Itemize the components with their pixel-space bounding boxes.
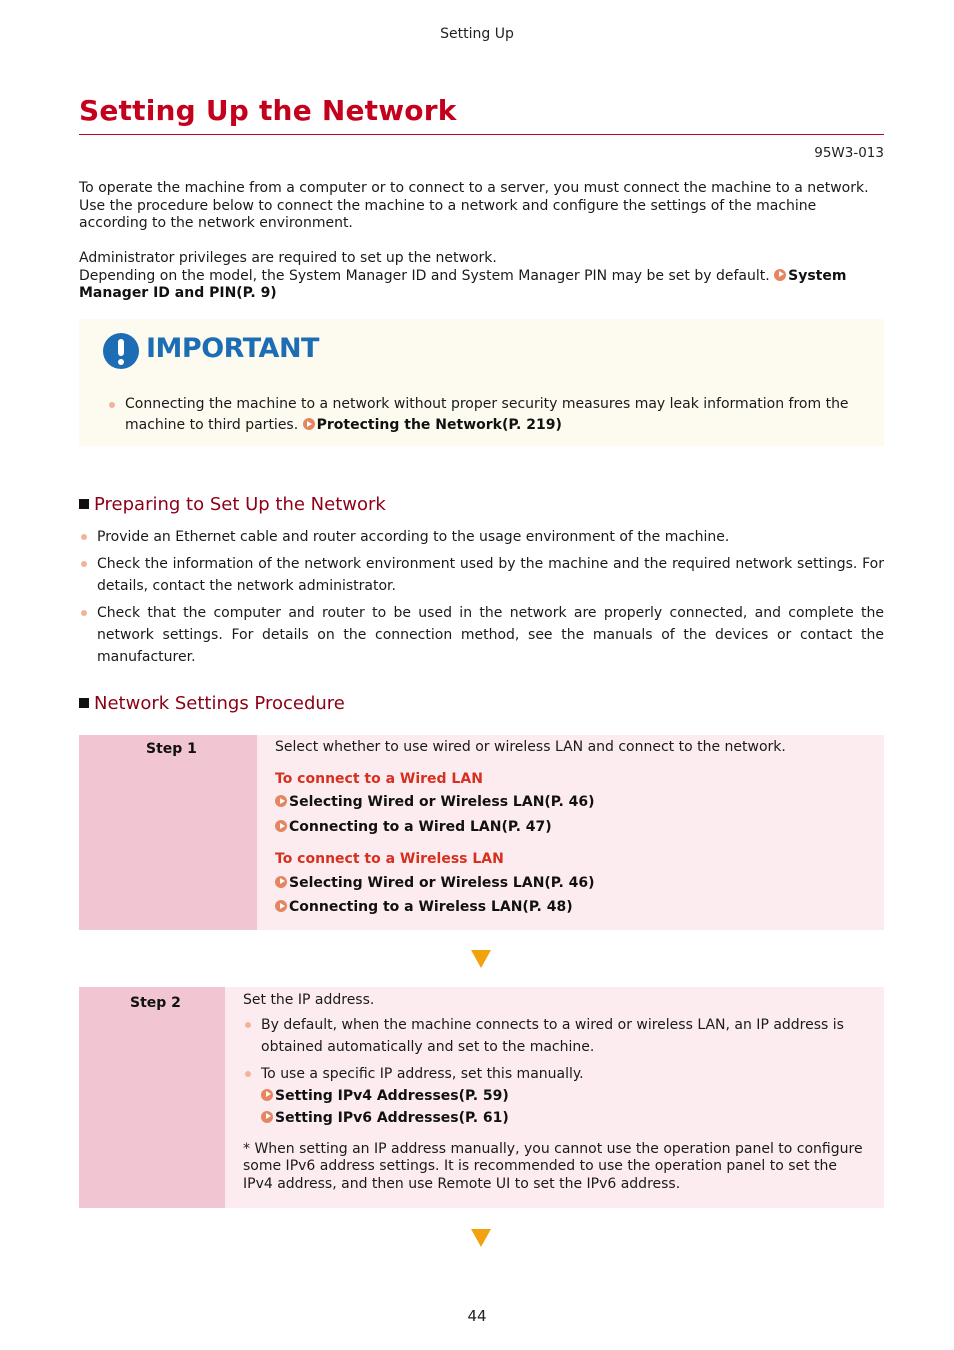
square-bullet-icon [79,499,89,509]
wired-link-connect[interactable]: Connecting to a Wired LAN(P. 47) [275,819,865,837]
step-2-label: Step 2 [130,995,181,1011]
list-item: Check that the computer and router to be used in the network are properly connected, and complete the network settings. For details on the connection method, see the manuals of the devices or contact the manufacturer. [79,602,884,668]
step-1-text: Select whether to use wired or wireless LAN and connect to the network. [275,739,786,755]
step-2-label-column [79,987,225,1208]
list-item [107,394,857,436]
important-list [107,394,857,436]
step-1-label-column [79,735,257,930]
important-text: Connecting the machine to a network without proper security measures may leak information from the machine to third parties. [125,396,849,433]
important-box [79,319,884,446]
step-1-body [275,739,865,917]
list-item: Provide an Ethernet cable and router according to the usage environment of the machine. [79,526,884,548]
step-arrow-down-icon [471,950,491,968]
wireless-link-connect[interactable]: Connecting to a Wireless LAN(P. 48) [275,899,865,917]
link-arrow-icon [261,1111,273,1123]
step-2-note: * When setting an IP address manually, you cannot use the operation panel to configure some IPv6 address settings. It is recommended to use the operation panel to set the IPv4 address, and then use Remote UI to set the IPv6 address. [243,1140,863,1193]
square-bullet-icon [79,698,89,708]
link-arrow-icon [774,269,786,281]
ipv4-link[interactable]: Setting IPv4 Addresses(P. 59) [261,1085,876,1107]
title-divider [79,134,884,135]
intro-paragraph [79,180,885,233]
document-id: 95W3-013 [814,145,884,161]
step-2-list [243,1014,876,1129]
step-2-body [243,992,876,1194]
step-1-block [79,735,884,930]
step-2-block [79,987,884,1208]
page-title: Setting Up the Network [79,94,457,127]
list-item: Check the information of the network environment used by the machine and the required network settings. For details, contact the network administrator. [79,553,884,597]
step-arrow-down-icon [471,1229,491,1247]
link-arrow-icon [275,876,287,888]
intro-line-4-wrap [79,268,885,303]
list-item: By default, when the machine connects to a wired or wireless LAN, an IP address is obtained automatically and set to the machine. [243,1014,876,1058]
section-heading-preparing: Preparing to Set Up the Network [79,494,386,515]
step-1-label: Step 1 [146,741,197,757]
page-number: 44 [467,1307,487,1325]
running-header: Setting Up [440,26,514,42]
system-manager-link[interactable]: System Manager ID and PIN(P. 9) [79,267,847,302]
protecting-network-link[interactable]: Protecting the Network(P. 219) [303,417,562,433]
exclamation-icon [103,333,139,369]
preparing-list [79,526,884,668]
important-label: IMPORTANT [146,333,319,364]
step-2-text: Set the IP address. [243,992,375,1008]
intro-line-1: To operate the machine from a computer or to connect to a server, you must connect the machine to a network. [79,180,869,196]
admin-paragraph [79,250,885,303]
link-arrow-icon [303,418,315,430]
link-arrow-icon [275,820,287,832]
ipv6-link[interactable]: Setting IPv6 Addresses(P. 61) [261,1107,876,1129]
intro-line-4: Depending on the model, the System Manager ID and System Manager PIN may be set by default. [79,267,770,284]
wired-lan-heading: To connect to a Wired LAN [275,770,483,787]
step-2-bullet-2: To use a specific IP address, set this manually. [261,1065,584,1082]
wireless-lan-heading: To connect to a Wireless LAN [275,850,504,867]
link-arrow-icon [275,795,287,807]
wired-link-select[interactable]: Selecting Wired or Wireless LAN(P. 46) [275,794,865,812]
link-arrow-icon [275,900,287,912]
list-item [243,1063,876,1129]
wireless-link-select[interactable]: Selecting Wired or Wireless LAN(P. 46) [275,875,865,893]
intro-line-3: Administrator privileges are required to set up the network. [79,250,497,266]
intro-line-2: Use the procedure below to connect the machine to a network and configure the settings of the machine according to the network environment. [79,197,817,232]
section-heading-procedure: Network Settings Procedure [79,693,345,714]
link-arrow-icon [261,1089,273,1101]
